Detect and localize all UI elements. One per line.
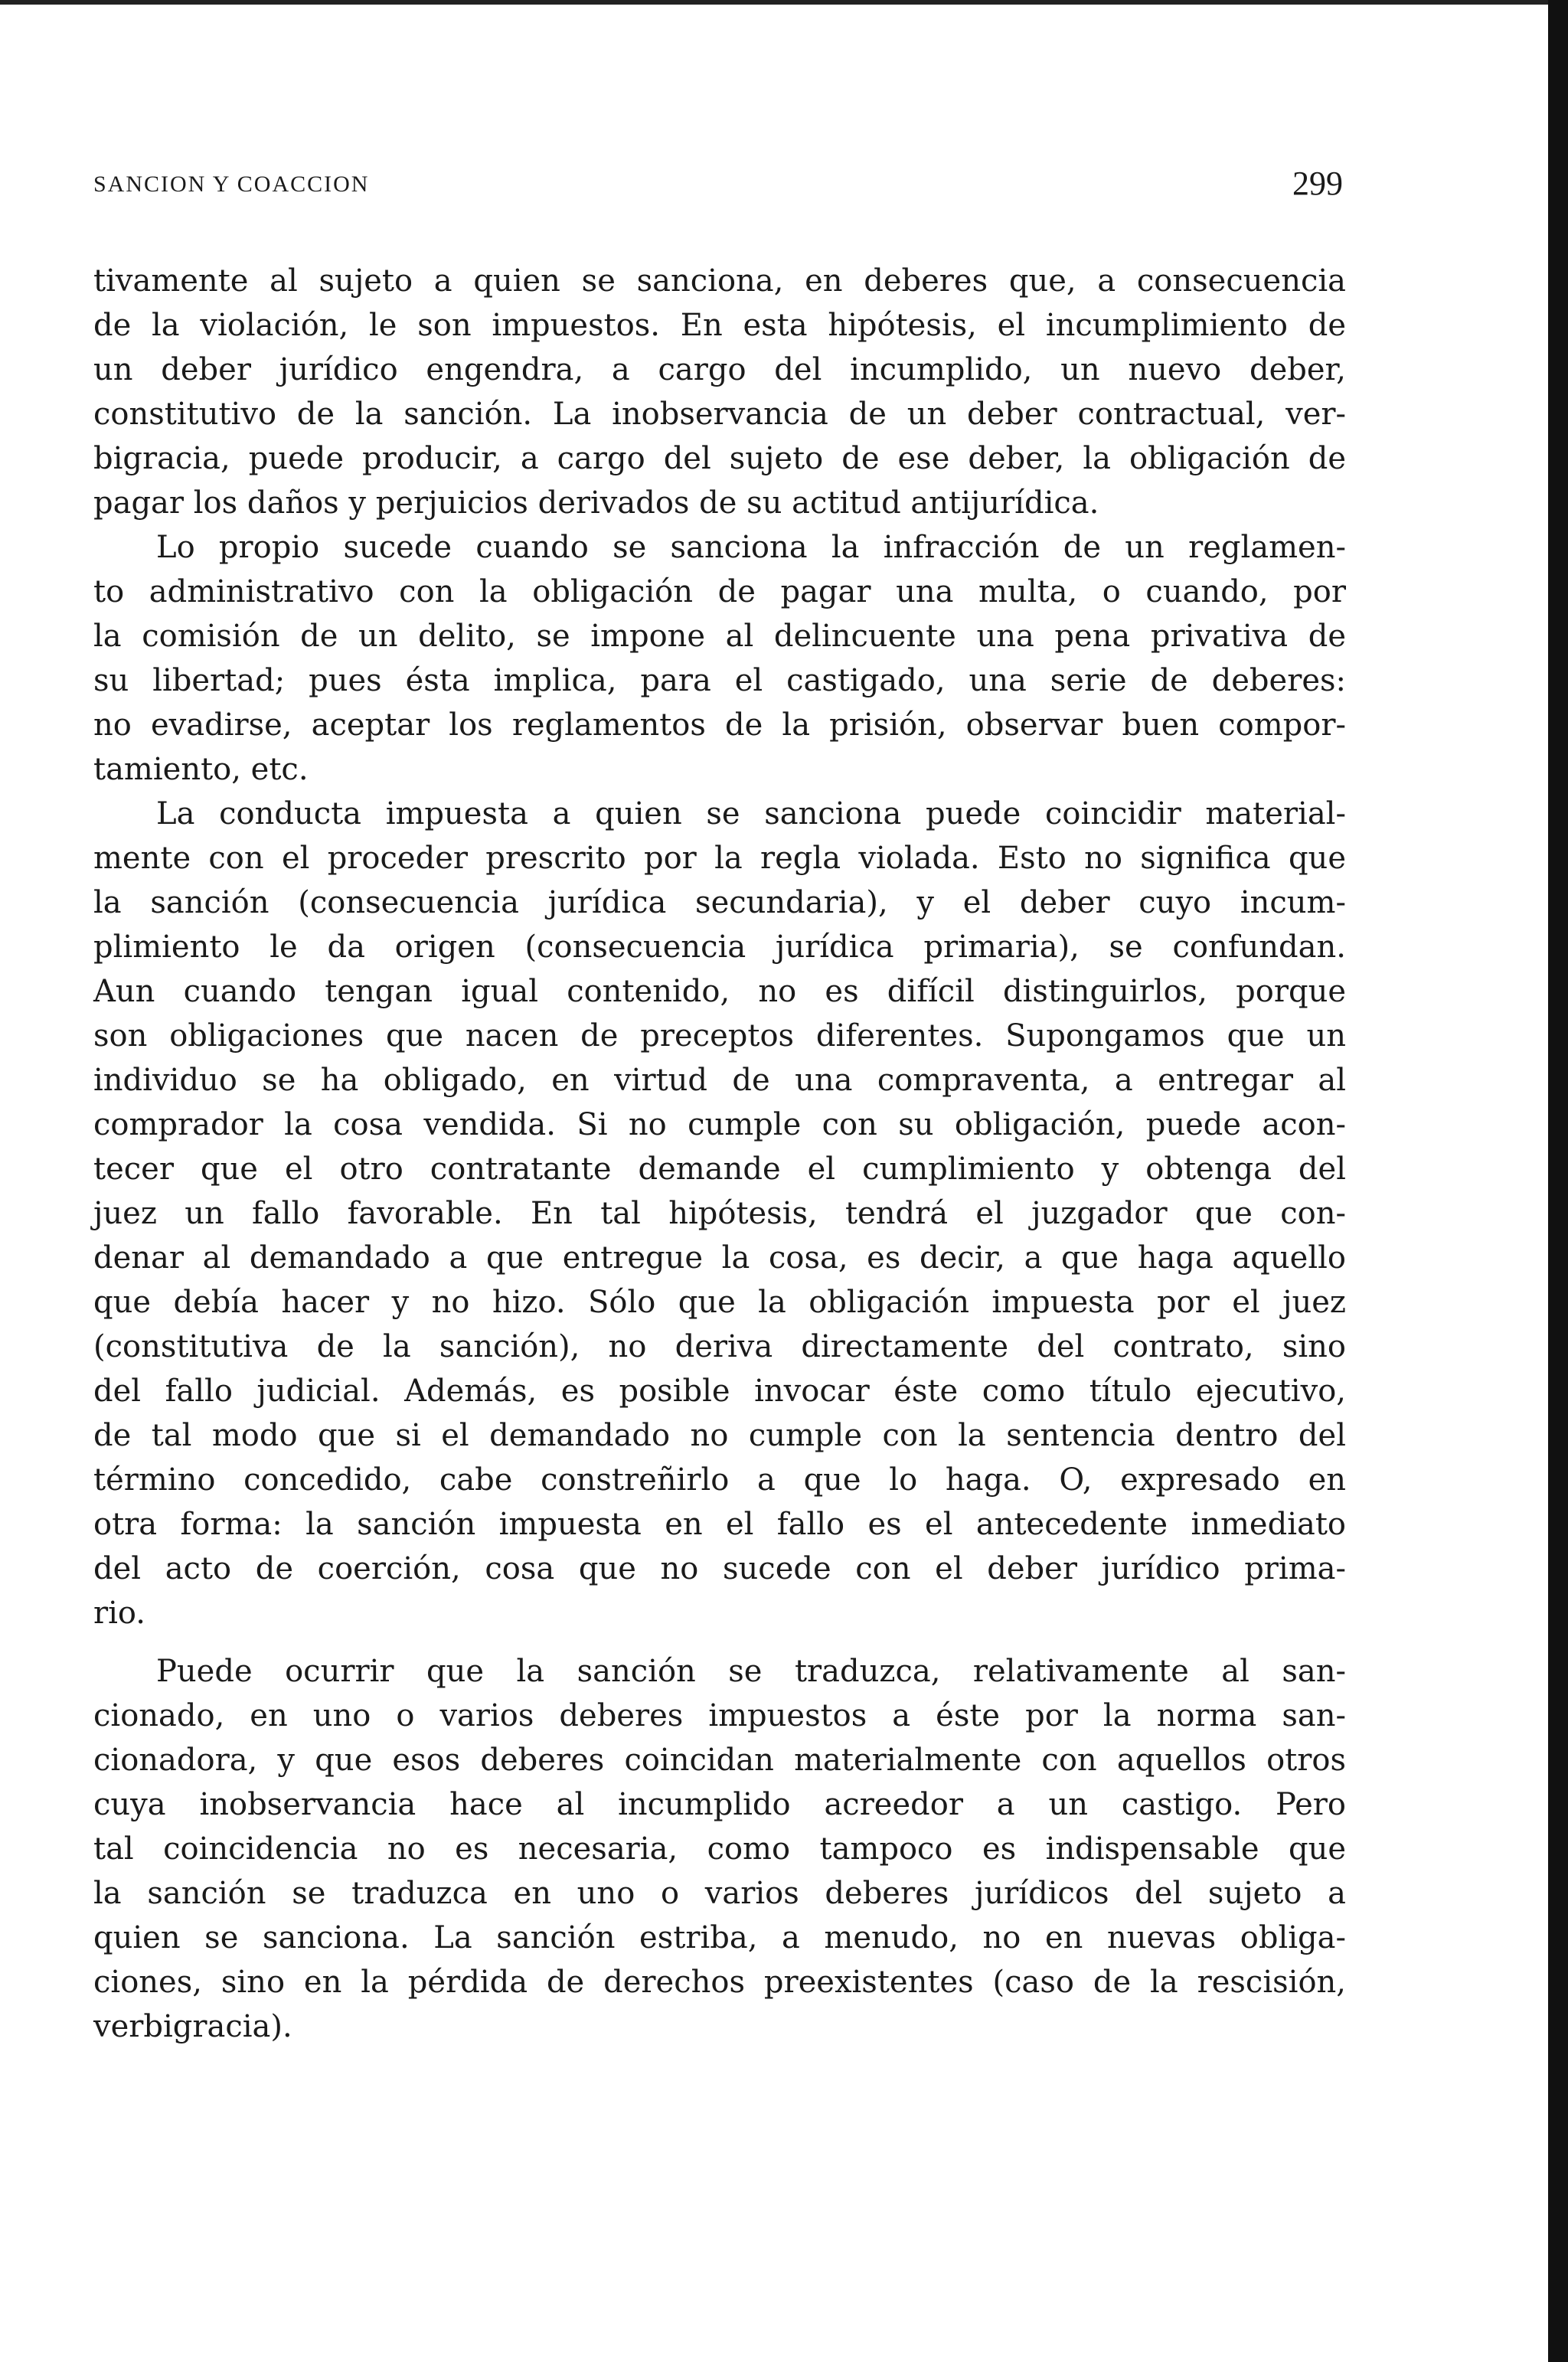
running-title: SANCION Y COACCION xyxy=(93,172,370,197)
text-line: comprador la cosa vendida. Si no cumple con su obligación, puede acon- xyxy=(93,1107,1346,1142)
text-line: cionado, en uno o varios deberes impuestos a éste por la norma san- xyxy=(93,1698,1346,1733)
text-line: ciones, sino en la pérdida de derechos preexistentes (caso de la rescisión, xyxy=(93,1965,1346,2000)
text-line: pagar los daños y perjuicios derivados de su actitud antijurídica. xyxy=(93,485,1099,521)
text-line: no evadirse, aceptar los reglamentos de la prisión, observar buen compor- xyxy=(93,707,1346,743)
paragraph-4 xyxy=(93,1649,1346,2049)
text-line: quien se sanciona. La sanción estriba, a menudo, no en nuevas obliga- xyxy=(93,1920,1346,1955)
text-line: término concedido, cabe constreñirlo a que lo haga. O, expresado en xyxy=(93,1462,1346,1498)
paragraph-3 xyxy=(93,792,1346,1635)
text-line: rio. xyxy=(93,1596,146,1631)
running-head xyxy=(93,164,1343,210)
text-line: Aun cuando tengan igual contenido, no es difícil distinguirlos, porque xyxy=(93,974,1346,1009)
text-line: la sanción (consecuencia jurídica secundaria), y el deber cuyo incum- xyxy=(93,885,1346,920)
paragraph-1 xyxy=(93,259,1346,525)
text-line: constitutivo de la sanción. La inobservancia de un deber contractual, ver- xyxy=(93,397,1346,432)
text-line: to administrativo con la obligación de pagar una multa, o cuando, por xyxy=(93,574,1346,609)
scan-right-edge xyxy=(1548,0,1568,2362)
text-line: denar al demandado a que entregue la cosa, es decir, a que haga aquello xyxy=(93,1240,1346,1276)
text-line: juez un fallo favorable. En tal hipótesis, tendrá el juzgador que con- xyxy=(93,1196,1346,1231)
text-line: del fallo judicial. Además, es posible invocar éste como título ejecutivo, xyxy=(93,1374,1346,1409)
text-line: la sanción se traduzca en uno o varios deberes jurídicos del sujeto a xyxy=(93,1876,1346,1911)
text-line: que debía hacer y no hizo. Sólo que la obligación impuesta por el juez xyxy=(93,1285,1346,1320)
text-line: Puede ocurrir que la sanción se traduzca, relativamente al san- xyxy=(156,1654,1346,1689)
text-line: tal coincidencia no es necesaria, como tampoco es indispensable que xyxy=(93,1831,1346,1867)
text-line: un deber jurídico engendra, a cargo del incumplido, un nuevo deber, xyxy=(93,352,1346,387)
text-line: (constitutiva de la sanción), no deriva directamente del contrato, sino xyxy=(93,1329,1346,1364)
paragraph-2 xyxy=(93,525,1346,792)
page-number: 299 xyxy=(1292,165,1343,202)
text-line: cionadora, y que esos deberes coincidan materialmente con aquellos otros xyxy=(93,1743,1346,1778)
paragraph-gap xyxy=(93,1635,1346,1649)
text-line: La conducta impuesta a quien se sanciona puede coincidir material- xyxy=(156,796,1346,831)
text-line: su libertad; pues ésta implica, para el castigado, una serie de deberes: xyxy=(93,663,1346,698)
text-line: verbigracia). xyxy=(93,2009,292,2044)
text-line: individuo se ha obligado, en virtud de una compraventa, a entregar al xyxy=(93,1063,1346,1098)
text-line: otra forma: la sanción impuesta en el fallo es el antecedente inmediato xyxy=(93,1507,1346,1542)
scan-top-edge xyxy=(0,0,1568,5)
text-line: bigracia, puede producir, a cargo del sujeto de ese deber, la obligación de xyxy=(93,441,1346,476)
text-line: tamiento, etc. xyxy=(93,752,309,787)
text-line: mente con el proceder prescrito por la regla violada. Esto no significa que xyxy=(93,841,1346,876)
text-line: de la violación, le son impuestos. En esta hipótesis, el incumplimiento de xyxy=(93,308,1346,343)
text-line: tecer que el otro contratante demande el cumplimiento y obtenga del xyxy=(93,1152,1346,1187)
text-line: tivamente al sujeto a quien se sanciona, en deberes que, a consecuencia xyxy=(93,263,1346,299)
text-line: son obligaciones que nacen de preceptos diferentes. Supongamos que un xyxy=(93,1018,1346,1054)
text-line: cuya inobservancia hace al incumplido acreedor a un castigo. Pero xyxy=(93,1787,1346,1822)
text-line: de tal modo que si el demandado no cumple con la sentencia dentro del xyxy=(93,1418,1346,1453)
text-line: la comisión de un delito, se impone al delincuente una pena privativa de xyxy=(93,619,1346,654)
text-line: plimiento le da origen (consecuencia jurídica primaria), se confundan. xyxy=(93,929,1346,965)
text-line: Lo propio sucede cuando se sanciona la infracción de un reglamen- xyxy=(156,530,1346,565)
text-line: del acto de coerción, cosa que no sucede con el deber jurídico prima- xyxy=(93,1551,1346,1586)
page-body xyxy=(93,259,1346,2049)
